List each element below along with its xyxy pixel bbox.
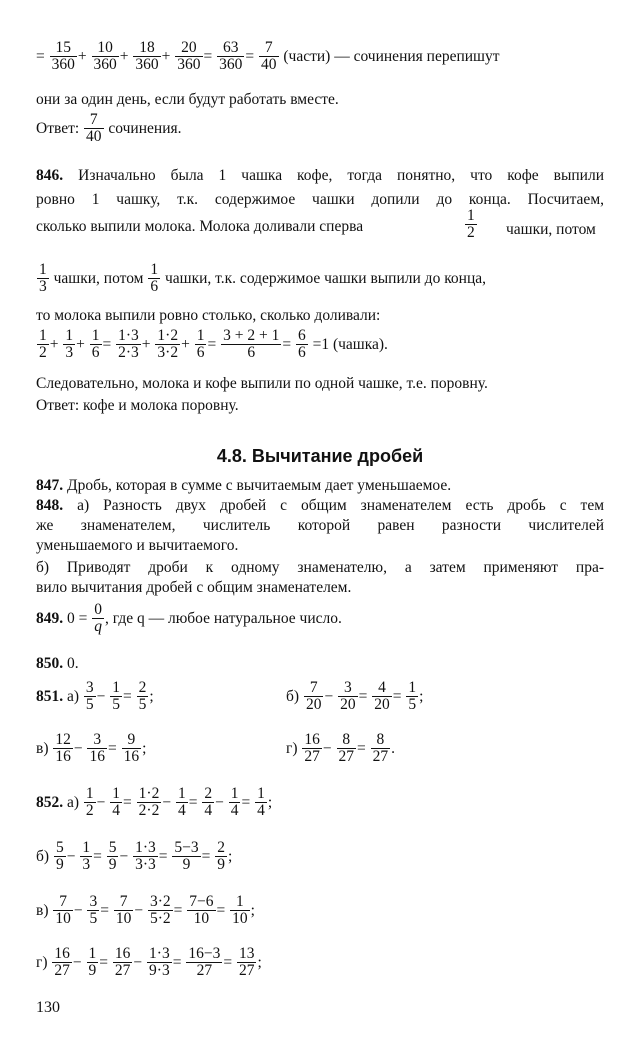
problem-852-b: б) $\frac{5}{9}$ − $\frac{1}{3}$ = $\frac{5}{9}$ − $\frac{1\cdot 3}{3\cdot 3}$ = $\frac{5-3}{9}$ = $\frac{2}{9}$ ; <box>36 839 233 874</box>
fraction-sixth: $\frac{1}{6}$ <box>150 261 159 296</box>
problem-848-line-3: уменьшаемого и вычитаемого. <box>36 537 239 554</box>
fraction: $\frac{20}{360}$ <box>177 39 201 74</box>
fraction: $\frac{18}{360}$ <box>135 39 159 74</box>
problem-850: 850. 0. <box>36 655 79 672</box>
problem-849: 849. 0 = $\frac{0}{q}$ , где q — любое натуральное число. <box>36 601 342 636</box>
answer-label: Ответ: <box>36 120 80 138</box>
problem-848-line-1: 848. а) Разность двух дробей с общим знаменателем есть дробь с тем <box>36 497 605 514</box>
problem-848-line-2: же знаменателем, числитель которой равен разности числителей <box>36 517 604 534</box>
problem-846-line-2: ровно 1 чашку, т.к. содержимое чашки допили до конца. Посчитаем, <box>36 191 604 208</box>
fraction: $\frac{10}{360}$ <box>93 39 117 74</box>
problem-846-line-4: $\frac{1}{3}$ чашки, потом $\frac{1}{6}$ чашки, т.к. содержимое чашки выпили до конца, <box>39 261 487 296</box>
fraction: $\frac{15}{360}$ <box>51 39 75 74</box>
problem-846-line-3: сколько выпили молока. Молока доливали сперва $\frac{1}{2}$ чашки, потом <box>36 207 596 242</box>
problem-846-answer: Ответ: кофе и молока поровну. <box>36 397 239 414</box>
problem-848-line-4: б) Приводят дроби к одному знаменателю, а затем применяют пра- <box>36 559 604 576</box>
section-title: 4.8. Вычитание дробей <box>216 446 424 466</box>
problem-852-g: г) $\frac{16}{27}$ − $\frac{1}{9}$ = $\frac{16}{27}$ − $\frac{1\cdot 3}{9\cdot 3}$ = $\frac{16-3}{27}$ = $\frac{13}{27}$ ; <box>36 945 262 980</box>
problem-852-v: в) $\frac{7}{10}$ − $\frac{3}{5}$ = $\frac{7}{10}$ − $\frac{3\cdot 2}{5\cdot 2}$ = $\frac{7-6}{10}$ = $\frac{1}{10}$ ; <box>36 893 255 928</box>
answer-line <box>36 112 182 146</box>
problem-851-a: 851. а) $\frac{3}{5}$ − $\frac{1}{5}$ = $\frac{2}{5}$ ; <box>36 679 154 714</box>
continuation-line: они за один день, если будут работать вместе. <box>36 91 339 108</box>
problem-851-v: в) $\frac{12}{16}$ − $\frac{3}{16}$ = $\frac{9}{16}$ ; <box>36 731 147 766</box>
problem-846-line-5: то молока выпили ровно столько, сколько доливали: <box>36 307 381 324</box>
problem-851-b: б) $\frac{7}{20}$ − $\frac{3}{20}$ = $\frac{4}{20}$ = $\frac{1}{5}$ ; <box>286 679 424 714</box>
fraction: $\frac{7}{40}$ <box>261 39 277 74</box>
problem-848-line-5: вило вычитания дробей с общим знаменателем. <box>36 579 352 596</box>
fraction-sum-line: = $\frac{15}{360}$ + $\frac{10}{360}$ + $\frac{18}{360}$ + $\frac{20}{360}$ = $\frac{63}{360}$ = $\frac{7}{40}$ (части) — сочинения перепишут <box>36 39 500 74</box>
answer-tail: сочинения. <box>108 120 182 138</box>
fraction-third: $\frac{1}{3}$ <box>39 261 47 296</box>
page-number: 130 <box>36 999 60 1016</box>
problem-846-line-1: 846. Изначально была 1 чашка кофе, тогда понятно, что кофе выпили <box>36 167 605 184</box>
fraction-half: $\frac{1}{2}$ <box>467 207 475 242</box>
fraction: $\frac{63}{360}$ <box>219 39 243 74</box>
continuation-tail: (части) — сочинения перепишут <box>283 48 500 66</box>
problem-847: 847. Дробь, которая в сумме с вычитаемым дает уменьшаемое. <box>36 477 452 494</box>
problem-851-g: г) $\frac{16}{27}$ − $\frac{8}{27}$ = $\frac{8}{27}$ . <box>286 731 396 766</box>
problem-846-calculation: $\frac{1}{2}$ + $\frac{1}{3}$ + $\frac{1}{6}$ = $\frac{1\cdot 3}{2\cdot 3}$ + $\frac{1\cdot 2}{3\cdot 2}$ + $\frac{1}{6}$ = $\frac{3 + 2 + 1}{6}$ = $\frac{6}{6}$ =1 (чашка). <box>39 327 388 362</box>
problem-852-a: 852. а) $\frac{1}{2}$ − $\frac{1}{4}$ = $\frac{1\cdot 2}{2\cdot 2}$ − $\frac{1}{4}$ = $\frac{2}{4}$ − $\frac{1}{4}$ = $\frac{1}{4}$ ; <box>36 785 273 820</box>
answer-fraction: $\frac{7}{40}$ <box>86 111 102 146</box>
problem-846-line-7: Следовательно, молока и кофе выпили по одной чашке, т.е. поровну. <box>36 375 488 392</box>
